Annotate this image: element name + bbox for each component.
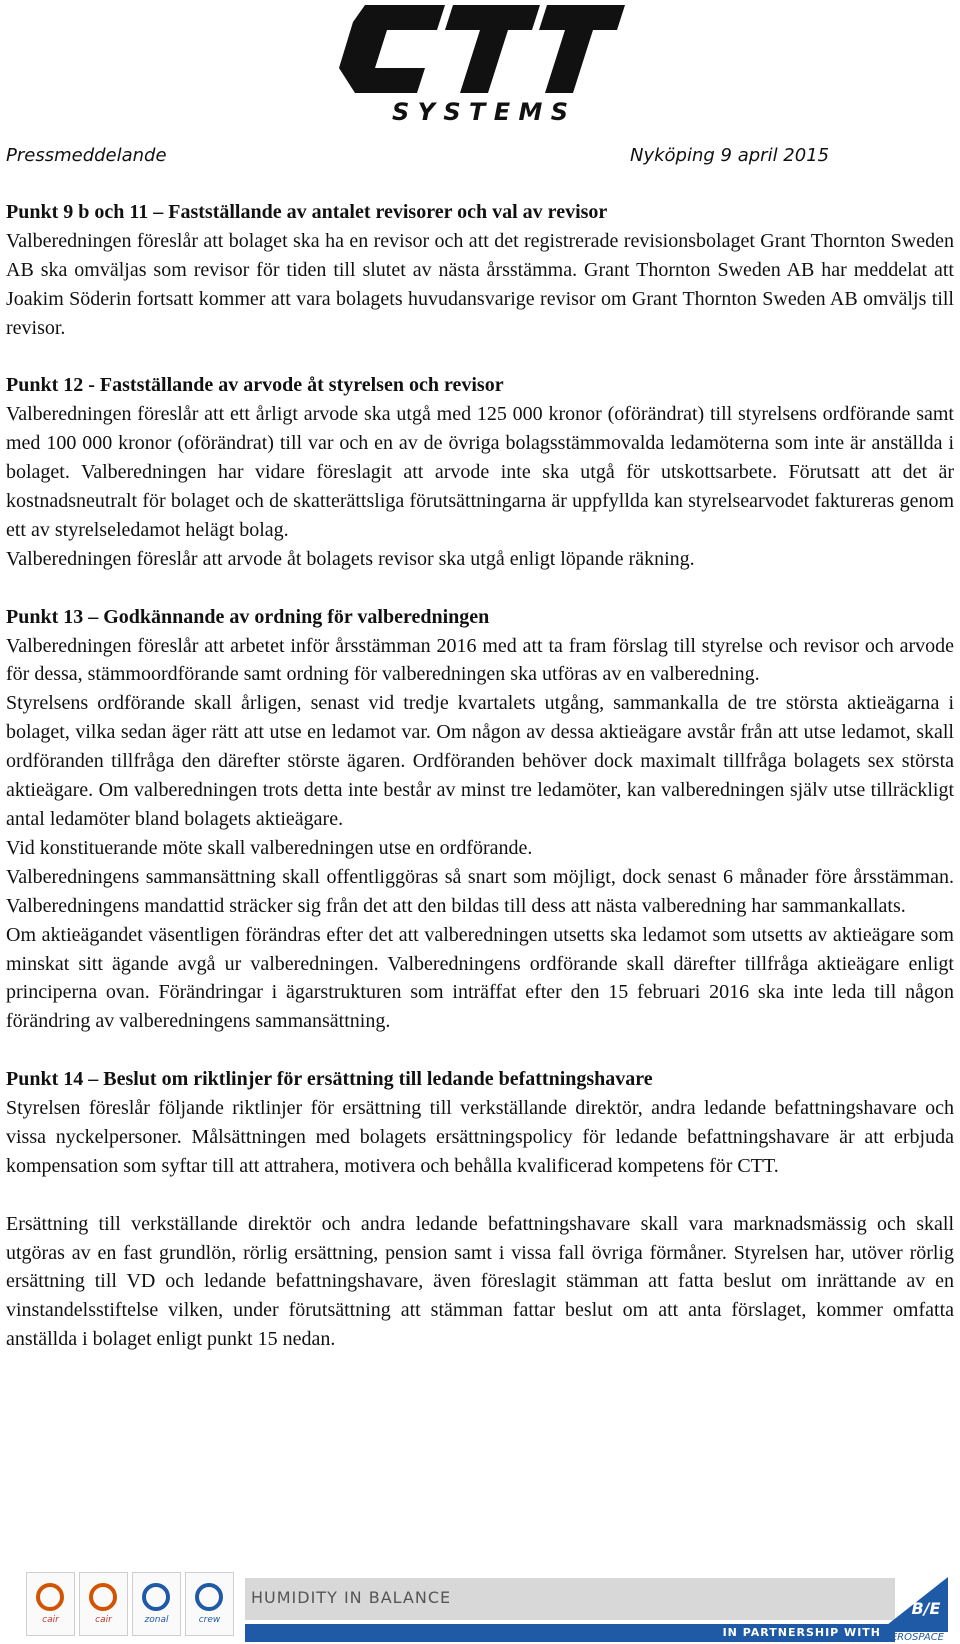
section-punkt-12 [6,371,954,573]
paragraph: Styrelsens ordförande skall årligen, senast vid tredje kvartalets utgång, sammankalla de tre största aktieägarna i bolaget, vilka sedan äger rätt att utse en ledamot var. Om någon av dessa aktieägare avstår från att utse ledamot, skall ordföranden tillfråga den därefter störste ägaren. Ordföranden behöver dock maximalt tillfråga bolagets sex största aktieägare. Om valberedningen trots detta inte består av minst tre ledamöter, kan valberedningen själv utse tillräckligt antal ledamöter bland bolagets aktieägare. [6,692,954,830]
ctt-systems-logo [325,0,635,130]
paragraph: Valberedningen föreslår att ett årligt arvode ska utgå med 125 000 kronor (oförändrat) till styrelsens ordförande samt med 100 000 kronor (oförändrat) till var och en av de övriga bolagsstämmovalda ledamöterna som inte är anställda i bolaget. Valberedningen har vidare föreslagit att arvode inte ska utgå för utskottsarbete. Förutsatt att det är kostnadsneutralt för bolaget och de skatterättsliga förutsättningarna är uppfyllda kan styrelsearvodet faktureras genom ett av styrelseledamot helägt bolag. [6,403,954,541]
paragraph: Styrelsen föreslår följande riktlinjer för ersättning till verkställande direktör, andra ledande befattningshavare och vissa nyckelpersoner. Målsättningen med bolagets ersättningspolicy för ledande befattningshavare är att erbjuda kompensation som syftar till att attrahera, motivera och behålla kvalificerad kompetens för CTT. [6,1097,954,1177]
paragraph: Valberedningen föreslår att bolaget ska ha en revisor och att det registrerade revisionsbolaget Grant Thornton Sweden AB ska omväljas som revisor för tiden till slutet av nästa årsstämma. Grant Thornton Sweden AB har meddelat att Joakim Söderin fortsatt kommer att vara bolagets huvudansvarige revisor om Grant Thornton Sweden AB omväljs till revisor. [6,229,954,339]
logo-sub-text: S Y S T E M S [391,98,569,126]
cair-logo: cair [79,1572,128,1636]
paragraph: Valberedningen föreslår att arbetet inför årsstämman 2016 med att ta fram förslag till styrelse och revisor och arvode för dessa, stämmoordförande samt ordning för valberedningen ska utföras av en valberedning. [6,634,954,686]
svg-text:B/E: B/E [911,1599,941,1618]
partnership-banner [245,1624,895,1642]
zonal-logo: zonal [132,1572,181,1636]
paragraph: Om aktieägandet väsentligen förändras efter det att valberedningen utsetts ska ledamot som utsetts av aktieägare som minskat sitt ägande avgå ur valberedningen. Valberedningens ordförande skall därefter tillfråga aktieägare enligt principerna ovan. Förändringar i ägarstrukturen som inträffat efter den 15 februari 2016 ska inte leda till någon förändring av valberedningens sammansättning. [6,923,954,1033]
section-heading: Punkt 12 - Fastställande av arvode åt styrelsen och revisor [6,374,504,397]
partnership-text: IN PARTNERSHIP WITH [722,1626,881,1639]
humidity-text: HUMIDITY IN BALANCE [251,1588,452,1607]
document-header [6,145,840,169]
paragraph: Vid konstituerande möte skall valberedningen utse en ordförande. [6,836,533,859]
section-punkt-14 [6,1065,954,1181]
section-punkt-14-continued [6,1210,954,1355]
section-heading: Punkt 9 b och 11 – Fastställande av antalet revisorer och val av revisor [6,201,608,223]
svg-text:AEROSPACE: AEROSPACE [884,1632,944,1642]
section-heading: Punkt 14 – Beslut om riktlinjer för ersättning till ledande befattningshavare [6,1068,653,1091]
be-aerospace-logo [868,1572,956,1642]
footer-logo-row [26,1572,234,1642]
humidity-banner [245,1578,895,1620]
cair-logo: cair [26,1572,75,1636]
header-date: Nyköping 9 april 2015 [630,145,830,166]
paragraph: Ersättning till verkställande direktör och andra ledande befattningshavare skall vara marknadsmässig och skall utgöras av en fast grundlön, rörlig ersättning, pension samt i vissa fall övriga förmåner. Styrelsen har, utöver rörlig ersättning till VD och ledande befattningshavare, även föreslagit stämman att fatta beslut om inrättande av en vinstandelsstiftelse vilken, under förutsättning att stämman fattar beslut om att anta förslaget, kommer omfatta anställda i bolaget enligt punkt 15 nedan. [6,1212,954,1351]
section-heading: Punkt 13 – Godkännande av ordning för valberedningen [6,605,490,628]
crew-logo: crew [185,1572,234,1636]
footer-banner [0,1572,960,1644]
paragraph: Valberedningens sammansättning skall offentliggöras så snart som möjligt, dock senast 6 månader före årsstämman. Valberedningens mandattid sträcker sig från det att den bildas till dess att nästa valberedning har sammankallats. [6,865,954,917]
header-left-text: Pressmeddelande [6,145,167,166]
section-punkt-9b-11 [6,198,954,343]
document-body [6,198,954,1354]
section-punkt-13 [6,603,954,1037]
paragraph: Valberedningen föreslår att arvode åt bolagets revisor ska utgå enligt löpande räkning. [6,547,695,570]
